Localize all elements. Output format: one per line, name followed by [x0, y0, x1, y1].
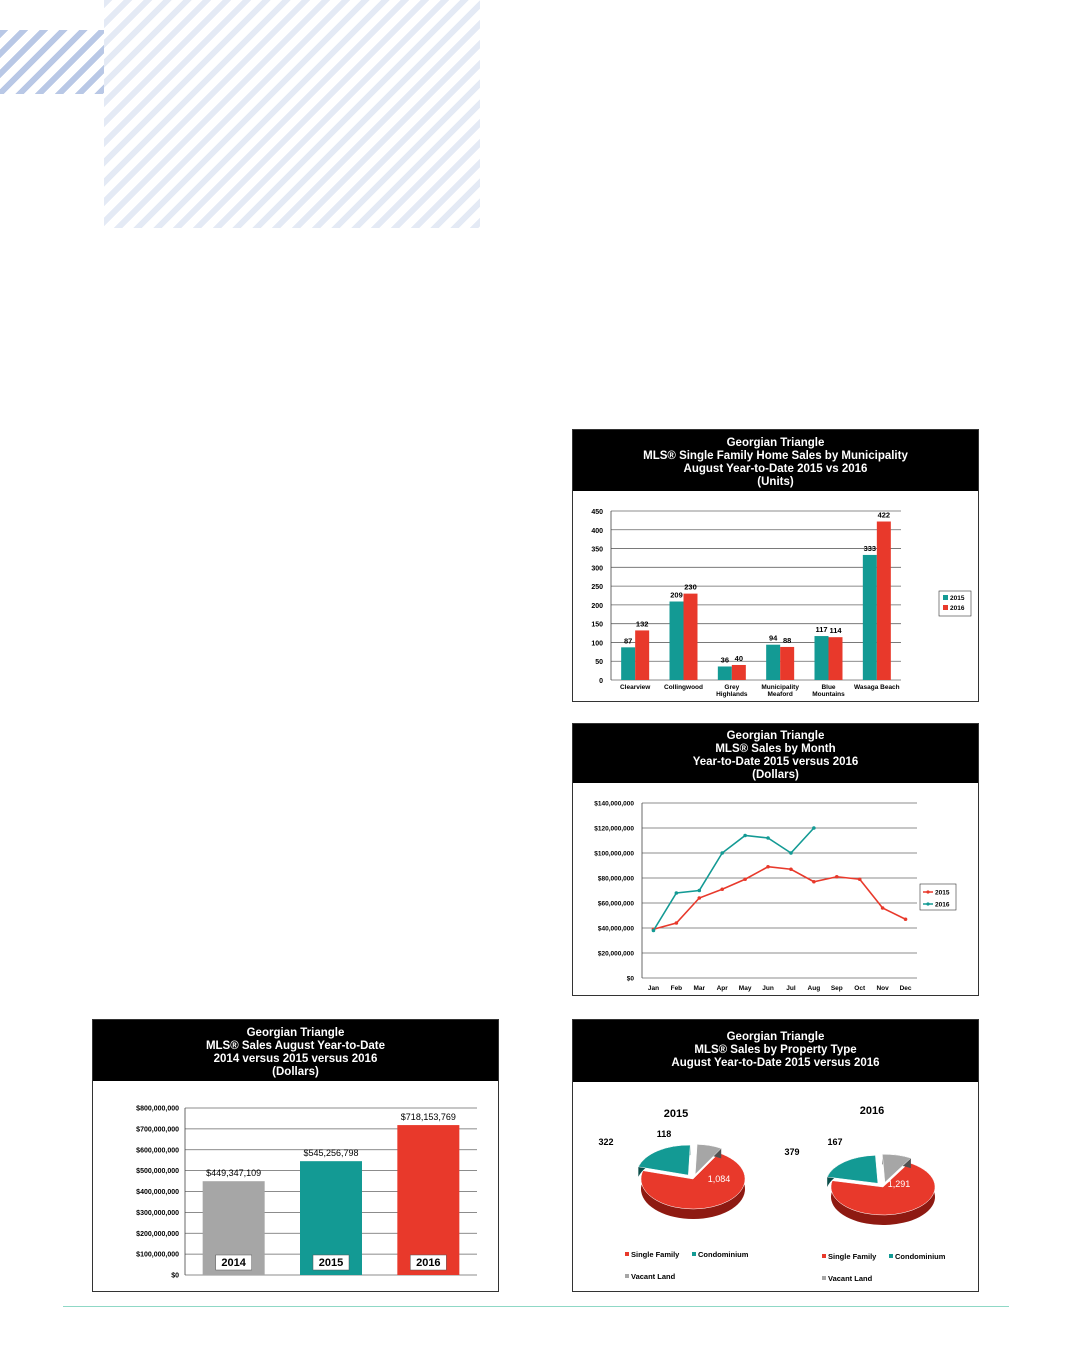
point-2015 — [904, 917, 908, 921]
data-label: 1,291 — [887, 1179, 911, 1189]
monthly-chart-panel — [572, 723, 979, 996]
legend-swatch — [625, 1274, 629, 1278]
decorative-stripes-small — [0, 30, 104, 94]
y-tick-label: $140,000,000 — [594, 800, 634, 808]
data-label: 118 — [656, 1129, 672, 1139]
y-tick-label: 150 — [591, 621, 603, 629]
y-tick-label: $0 — [626, 975, 634, 983]
data-label: 422 — [877, 510, 891, 520]
legend-swatch — [625, 1252, 629, 1256]
bar-2016 — [635, 630, 649, 680]
legend-label: Single Family — [631, 1250, 680, 1259]
y-tick-label: 200 — [591, 602, 603, 610]
bar-2016 — [684, 594, 698, 680]
data-label: 36 — [720, 655, 730, 665]
units-bar-chart — [573, 491, 978, 701]
x-tick-label: Mountains — [812, 691, 845, 698]
x-tick-label: Blue — [821, 684, 836, 691]
legend-swatch-2016 — [943, 605, 948, 610]
data-label: $545,256,798 — [303, 1148, 359, 1159]
legend-label: Condominium — [895, 1252, 946, 1261]
x-tick-label: 2016 — [416, 1257, 441, 1269]
y-tick-label: 400 — [591, 527, 603, 535]
y-tick-label: $100,000,000 — [136, 1251, 179, 1259]
bar-2016 — [877, 522, 891, 680]
y-tick-label: $700,000,000 — [136, 1126, 179, 1134]
y-tick-label: $300,000,000 — [136, 1209, 179, 1217]
data-label: 87 — [623, 636, 633, 646]
data-label: 322 — [598, 1137, 614, 1147]
chart-title: Georgian Triangle — [726, 437, 825, 449]
monthly-chart-header — [573, 724, 978, 783]
point-2016 — [766, 836, 770, 840]
data-label: $449,347,109 — [206, 1168, 262, 1179]
x-tick-label: 2015 — [318, 1257, 344, 1269]
point-2015 — [858, 877, 862, 881]
legend-label: 2016 — [950, 605, 965, 612]
data-label: 209 — [670, 590, 683, 600]
bar-2016 — [780, 647, 794, 680]
point-2016 — [812, 826, 816, 830]
data-label: 94 — [768, 633, 778, 643]
legend-swatch — [889, 1254, 893, 1258]
line-2015 — [653, 867, 905, 930]
data-label: 379 — [784, 1147, 800, 1157]
chart-subtitle: MLS® Single Family Home Sales by Municipality — [643, 450, 908, 462]
legend-swatch-2015 — [943, 595, 948, 600]
monthly-line-chart — [573, 783, 978, 995]
y-tick-label: $20,000,000 — [597, 950, 634, 958]
chart-subtitle: MLS® Sales by Month — [715, 743, 836, 755]
x-tick-label: Sep — [830, 985, 843, 992]
data-label: 114 — [829, 626, 842, 636]
data-label: $718,153,769 — [400, 1112, 456, 1123]
chart-title: Georgian Triangle — [246, 1027, 345, 1039]
data-label: 333 — [863, 543, 877, 553]
property-pie-charts — [573, 1082, 978, 1291]
y-tick-label: $600,000,000 — [136, 1147, 179, 1155]
legend-marker-2016 — [926, 902, 929, 905]
y-tick-label: $80,000,000 — [597, 875, 634, 883]
data-label: 88 — [782, 635, 792, 645]
x-tick-label: May — [738, 985, 752, 992]
x-tick-label: Mar — [693, 985, 706, 992]
legend-label: 2015 — [935, 889, 950, 897]
x-tick-label: Meaford — [767, 691, 793, 698]
x-tick-label: Municipality — [761, 684, 799, 691]
bar-2016 — [397, 1125, 459, 1275]
point-2016 — [720, 851, 724, 855]
point-2015 — [835, 875, 839, 879]
y-tick-label: $60,000,000 — [597, 900, 634, 908]
units-chart-panel — [572, 429, 979, 702]
data-label: 117 — [815, 625, 828, 635]
bar-2015 — [670, 602, 684, 680]
line-2016 — [653, 828, 813, 931]
point-2016 — [675, 891, 679, 895]
x-tick-label: Clearview — [619, 684, 651, 691]
chart-title: Georgian Triangle — [726, 1031, 825, 1043]
legend-label: 2016 — [935, 901, 950, 909]
y-tick-label: $100,000,000 — [594, 850, 634, 858]
point-2016 — [652, 929, 656, 933]
x-tick-label: Wasaga Beach — [854, 684, 900, 691]
chart-subtitle: August Year-to-Date 2015 vs 2016 — [683, 463, 868, 475]
ytd-bar-chart — [93, 1081, 498, 1291]
data-label: 230 — [684, 582, 697, 592]
point-2015 — [743, 877, 747, 881]
x-tick-label: Jul — [786, 985, 796, 992]
y-tick-label: $40,000,000 — [597, 925, 634, 933]
chart-unit-label: (Units) — [757, 476, 794, 488]
legend-swatch — [822, 1276, 826, 1280]
footer-divider — [63, 1306, 1009, 1307]
y-tick-label: $0 — [171, 1272, 179, 1280]
y-tick-label: $800,000,000 — [136, 1105, 179, 1113]
chart-subtitle: Year-to-Date 2015 versus 2016 — [692, 756, 859, 768]
y-tick-label: $200,000,000 — [136, 1230, 179, 1238]
chart-unit-label: (Dollars) — [272, 1066, 319, 1078]
x-tick-label: Aug — [807, 985, 821, 992]
ytd-chart-panel — [92, 1019, 499, 1292]
y-tick-label: $120,000,000 — [594, 825, 634, 833]
bar-2015 — [766, 645, 780, 680]
x-tick-label: Oct — [854, 985, 866, 992]
x-tick-label: 2014 — [221, 1257, 246, 1269]
legend-label: Vacant Land — [828, 1274, 873, 1283]
bar-2015 — [718, 666, 732, 680]
bar-2015 — [621, 647, 635, 680]
point-2015 — [675, 921, 679, 925]
y-tick-label: 450 — [591, 509, 603, 516]
legend-swatch — [692, 1252, 696, 1256]
legend-marker-2015 — [926, 890, 929, 893]
point-2015 — [766, 865, 770, 869]
y-tick-label: 100 — [591, 640, 603, 648]
chart-title: Georgian Triangle — [726, 730, 825, 742]
units-chart-header — [573, 430, 978, 491]
bar-2015 — [815, 636, 829, 680]
chart-unit-label: (Dollars) — [752, 769, 799, 781]
bar-2015 — [863, 555, 877, 680]
point-2015 — [881, 906, 885, 910]
chart-subtitle: MLS® Sales by Property Type — [694, 1044, 857, 1056]
legend-label: Vacant Land — [631, 1272, 676, 1281]
legend-label: Condominium — [698, 1250, 749, 1259]
legend-label: Single Family — [828, 1252, 877, 1261]
pie-title: 2015 — [663, 1108, 689, 1120]
y-tick-label: 0 — [599, 678, 603, 685]
property-chart-panel — [572, 1019, 979, 1292]
legend-label: 2015 — [950, 595, 965, 602]
point-2016 — [789, 851, 793, 855]
decorative-stripes-large — [104, 0, 480, 228]
point-2016 — [743, 834, 747, 838]
x-tick-label: Apr — [716, 985, 728, 992]
point-2015 — [720, 887, 724, 891]
x-tick-label: Collingwood — [664, 684, 703, 691]
y-tick-label: 250 — [591, 584, 603, 592]
property-chart-header — [573, 1020, 978, 1082]
data-label: 1,084 — [707, 1174, 731, 1184]
point-2015 — [697, 896, 701, 900]
data-label: 40 — [734, 653, 744, 663]
x-tick-label: Nov — [876, 985, 889, 992]
y-tick-label: 50 — [595, 659, 603, 667]
pie-title: 2016 — [859, 1105, 885, 1117]
x-tick-label: Feb — [670, 985, 683, 992]
ytd-chart-header — [93, 1020, 498, 1081]
x-tick-label: Grey — [724, 684, 740, 691]
bar-2016 — [829, 637, 843, 680]
y-tick-label: 300 — [591, 565, 603, 573]
pie-slice-condominium — [827, 1155, 878, 1183]
x-tick-label: Dec — [899, 985, 912, 992]
y-tick-label: 350 — [591, 546, 603, 554]
y-tick-label: $400,000,000 — [136, 1189, 179, 1196]
chart-subtitle: 2014 versus 2015 versus 2016 — [213, 1053, 378, 1065]
point-2015 — [789, 867, 793, 871]
legend-swatch — [822, 1254, 826, 1258]
chart-subtitle: MLS® Sales August Year-to-Date — [205, 1040, 386, 1052]
x-tick-label: Jun — [762, 985, 774, 992]
y-tick-label: $500,000,000 — [136, 1168, 179, 1176]
data-label: 132 — [635, 619, 649, 629]
x-tick-label: Highlands — [716, 691, 748, 698]
point-2016 — [697, 889, 701, 893]
bar-2016 — [732, 665, 746, 680]
point-2015 — [812, 880, 816, 884]
x-tick-label: Jan — [647, 985, 660, 992]
chart-subtitle: August Year-to-Date 2015 versus 2016 — [671, 1057, 880, 1069]
data-label: 167 — [827, 1137, 843, 1147]
pie-slice-condominium — [638, 1145, 690, 1175]
